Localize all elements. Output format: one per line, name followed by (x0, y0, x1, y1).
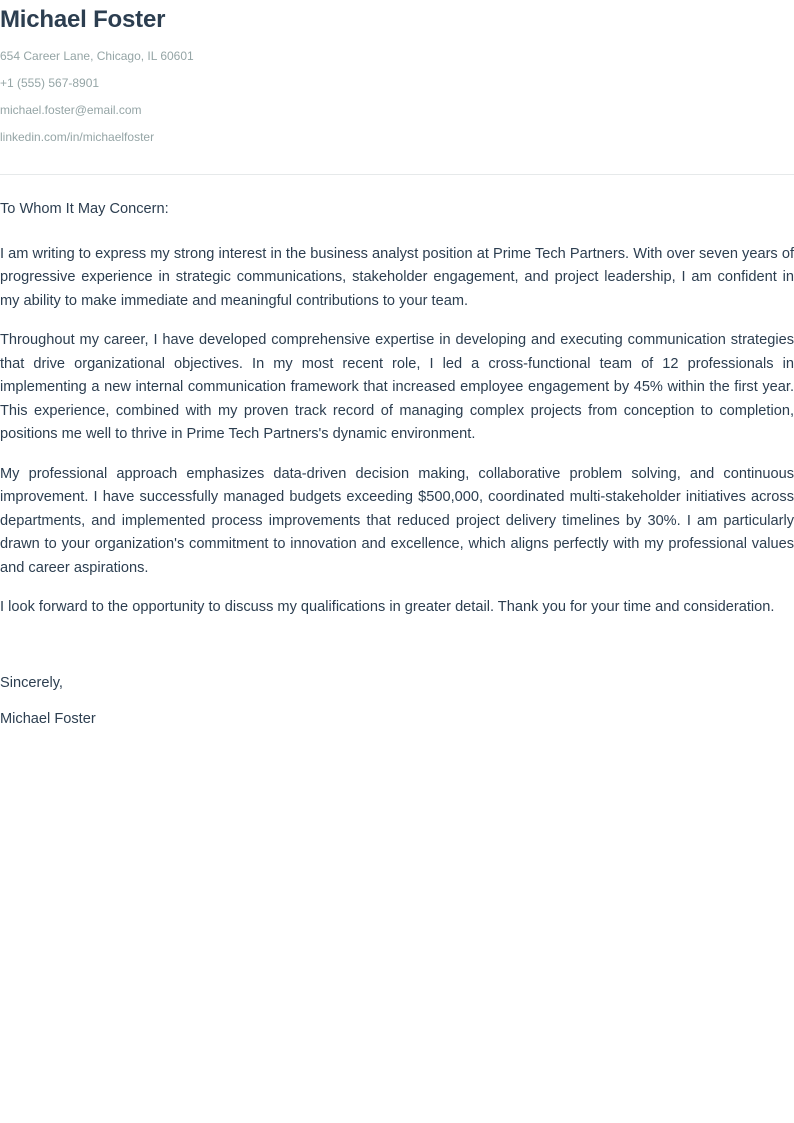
contact-linkedin: linkedin.com/in/michaelfoster (0, 130, 155, 144)
closing: Sincerely, (0, 674, 63, 691)
body-paragraph-2: Throughout my career, I have developed comprehensive expertise in developing and executing communication strategies that drive organizational objectives. In my most recent role, I led a cross-functional team of 12 professionals in implementing a new internal communication framework that increased employee engagement by 45% within the first year. This experience, combined with my proven track record of managing complex projects from conception to completion, positions me well to thrive in Prime Tech Partners's dynamic environment. (0, 332, 794, 442)
contact-phone: +1 (555) 567-8901 (0, 76, 100, 90)
salutation: To Whom It May Concern: (0, 201, 169, 217)
contact-address: 654 Career Lane, Chicago, IL 60601 (0, 49, 194, 63)
closing-block (0, 672, 794, 732)
body-paragraph-3: My professional approach emphasizes data-driven decision making, collaborative problem solving, and continuous improvement. I have successfully managed budgets exceeding $500,000, coordinated multi-stakeholder initiatives across departments, and implemented process improvements that reduced project delivery timelines by 30%. I am particularly drawn to your organization's commitment to innovation and excellence, which aligns perfectly with my professional values and career aspirations. (0, 465, 794, 576)
contact-info (0, 49, 794, 144)
body-paragraph-4: I look forward to the opportunity to discuss my qualifications in greater detail. Thank you for your time and consideration. (0, 599, 775, 615)
letter-header (0, 0, 794, 144)
header-divider (0, 174, 794, 175)
applicant-name: Michael Foster (0, 6, 166, 33)
signature: Michael Foster (0, 711, 96, 727)
body-paragraph-1: I am writing to express my strong interest in the business analyst position at Prime Tech Partners. With over seven years of progressive experience in strategic communications, stakeholder engagement, and project leadership, I am confident in my ability to make immediate and meaningful contributions to your team. (0, 245, 794, 309)
letter-body (0, 198, 794, 732)
contact-email: michael.foster@email.com (0, 103, 142, 117)
